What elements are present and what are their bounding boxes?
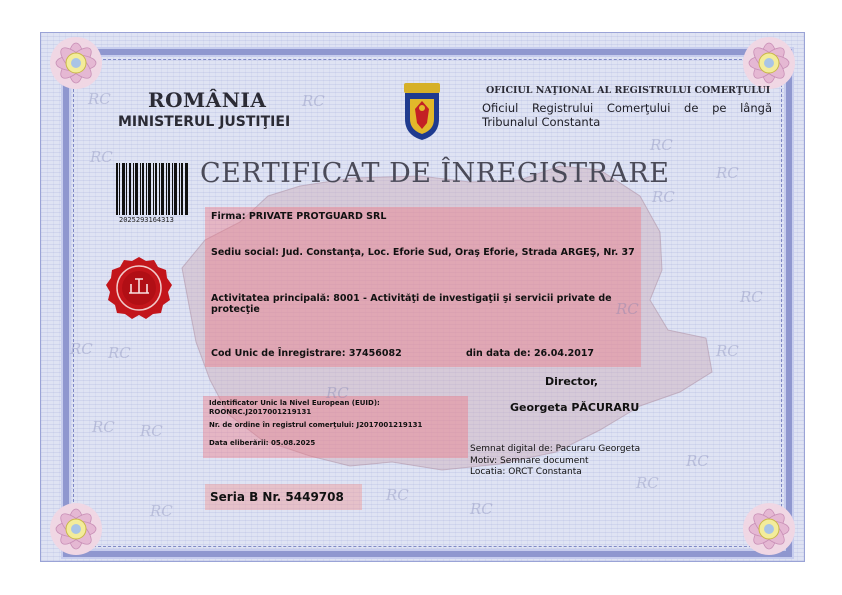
office-name: OFICIUL NAŢIONAL AL REGISTRULUI COMERŢULUI <box>486 85 771 96</box>
rc-watermark: RC <box>686 452 709 470</box>
registration-code: Cod Unic de Înregistrare: 37456082 <box>211 348 402 359</box>
director-name: Georgeta PĂCURARU <box>510 401 640 414</box>
coat-of-arms-icon <box>401 83 443 141</box>
corner-rosette-icon <box>740 500 798 558</box>
euid-text: Identificator Unic la Nivel European (EUID): ROONRC.J2017001219131 <box>209 399 380 416</box>
company-name: Firma: PRIVATE PROTGUARD SRL <box>211 211 387 222</box>
rc-watermark: RC <box>88 90 111 108</box>
signature-reason: Motiv: Semnare document <box>470 456 589 466</box>
wax-seal-icon <box>104 255 174 321</box>
office-local: Oficiul Registrului Comerţului de pe lângă Tribunalul Constanta <box>482 101 772 129</box>
rc-watermark: RC <box>636 474 659 492</box>
rc-watermark: RC <box>386 486 409 504</box>
rc-watermark: RC <box>650 136 673 154</box>
director-title: Director, <box>545 375 599 388</box>
registered-office: Sediu social: Jud. Constanţa, Loc. Eforie Sud, Oraş Eforie, Strada ARGEŞ, Nr. 37 <box>211 247 635 258</box>
rc-watermark: RC <box>326 384 349 402</box>
rc-watermark: RC <box>150 502 173 520</box>
corner-rosette-icon <box>47 500 105 558</box>
rc-watermark: RC <box>70 340 93 358</box>
rc-watermark: RC <box>716 342 739 360</box>
corner-rosette-icon <box>740 34 798 92</box>
rc-watermark: RC <box>302 92 325 110</box>
info-highlight-area <box>205 207 641 367</box>
barcode-icon <box>116 163 188 215</box>
corner-rosette-icon <box>47 34 105 92</box>
rc-watermark: RC <box>140 422 163 440</box>
barcode-number: 2025293164313 <box>119 216 174 224</box>
certificate-title: CERTIFICAT DE ÎNREGISTRARE <box>200 158 670 189</box>
country-heading: ROMÂNIA <box>148 88 267 112</box>
rc-watermark: RC <box>92 418 115 436</box>
registration-date: din data de: 26.04.2017 <box>466 348 595 359</box>
rc-watermark: RC <box>108 344 131 362</box>
rc-watermark: RC <box>616 300 639 318</box>
rc-watermark: RC <box>652 188 675 206</box>
serial-number: Seria B Nr. 5449708 <box>210 490 344 504</box>
signature-location: Locatia: ORCT Constanta <box>470 467 582 477</box>
main-activity: Activitatea principală: 8001 - Activităţi de investigaţii şi servicii private de protecţie <box>211 293 612 315</box>
order-number: Nr. de ordine în registrul comerţului: J2017001219131 <box>209 421 423 429</box>
ministry-heading: MINISTERUL JUSTIŢIEI <box>118 114 291 130</box>
issue-date: Data eliberării: 05.08.2025 <box>209 439 316 447</box>
rc-watermark: RC <box>90 148 113 166</box>
rc-watermark: RC <box>740 288 763 306</box>
signature-signer: Semnat digital de: Pacuraru Georgeta <box>470 444 641 454</box>
rc-watermark: RC <box>470 500 493 518</box>
rc-watermark: RC <box>716 164 739 182</box>
